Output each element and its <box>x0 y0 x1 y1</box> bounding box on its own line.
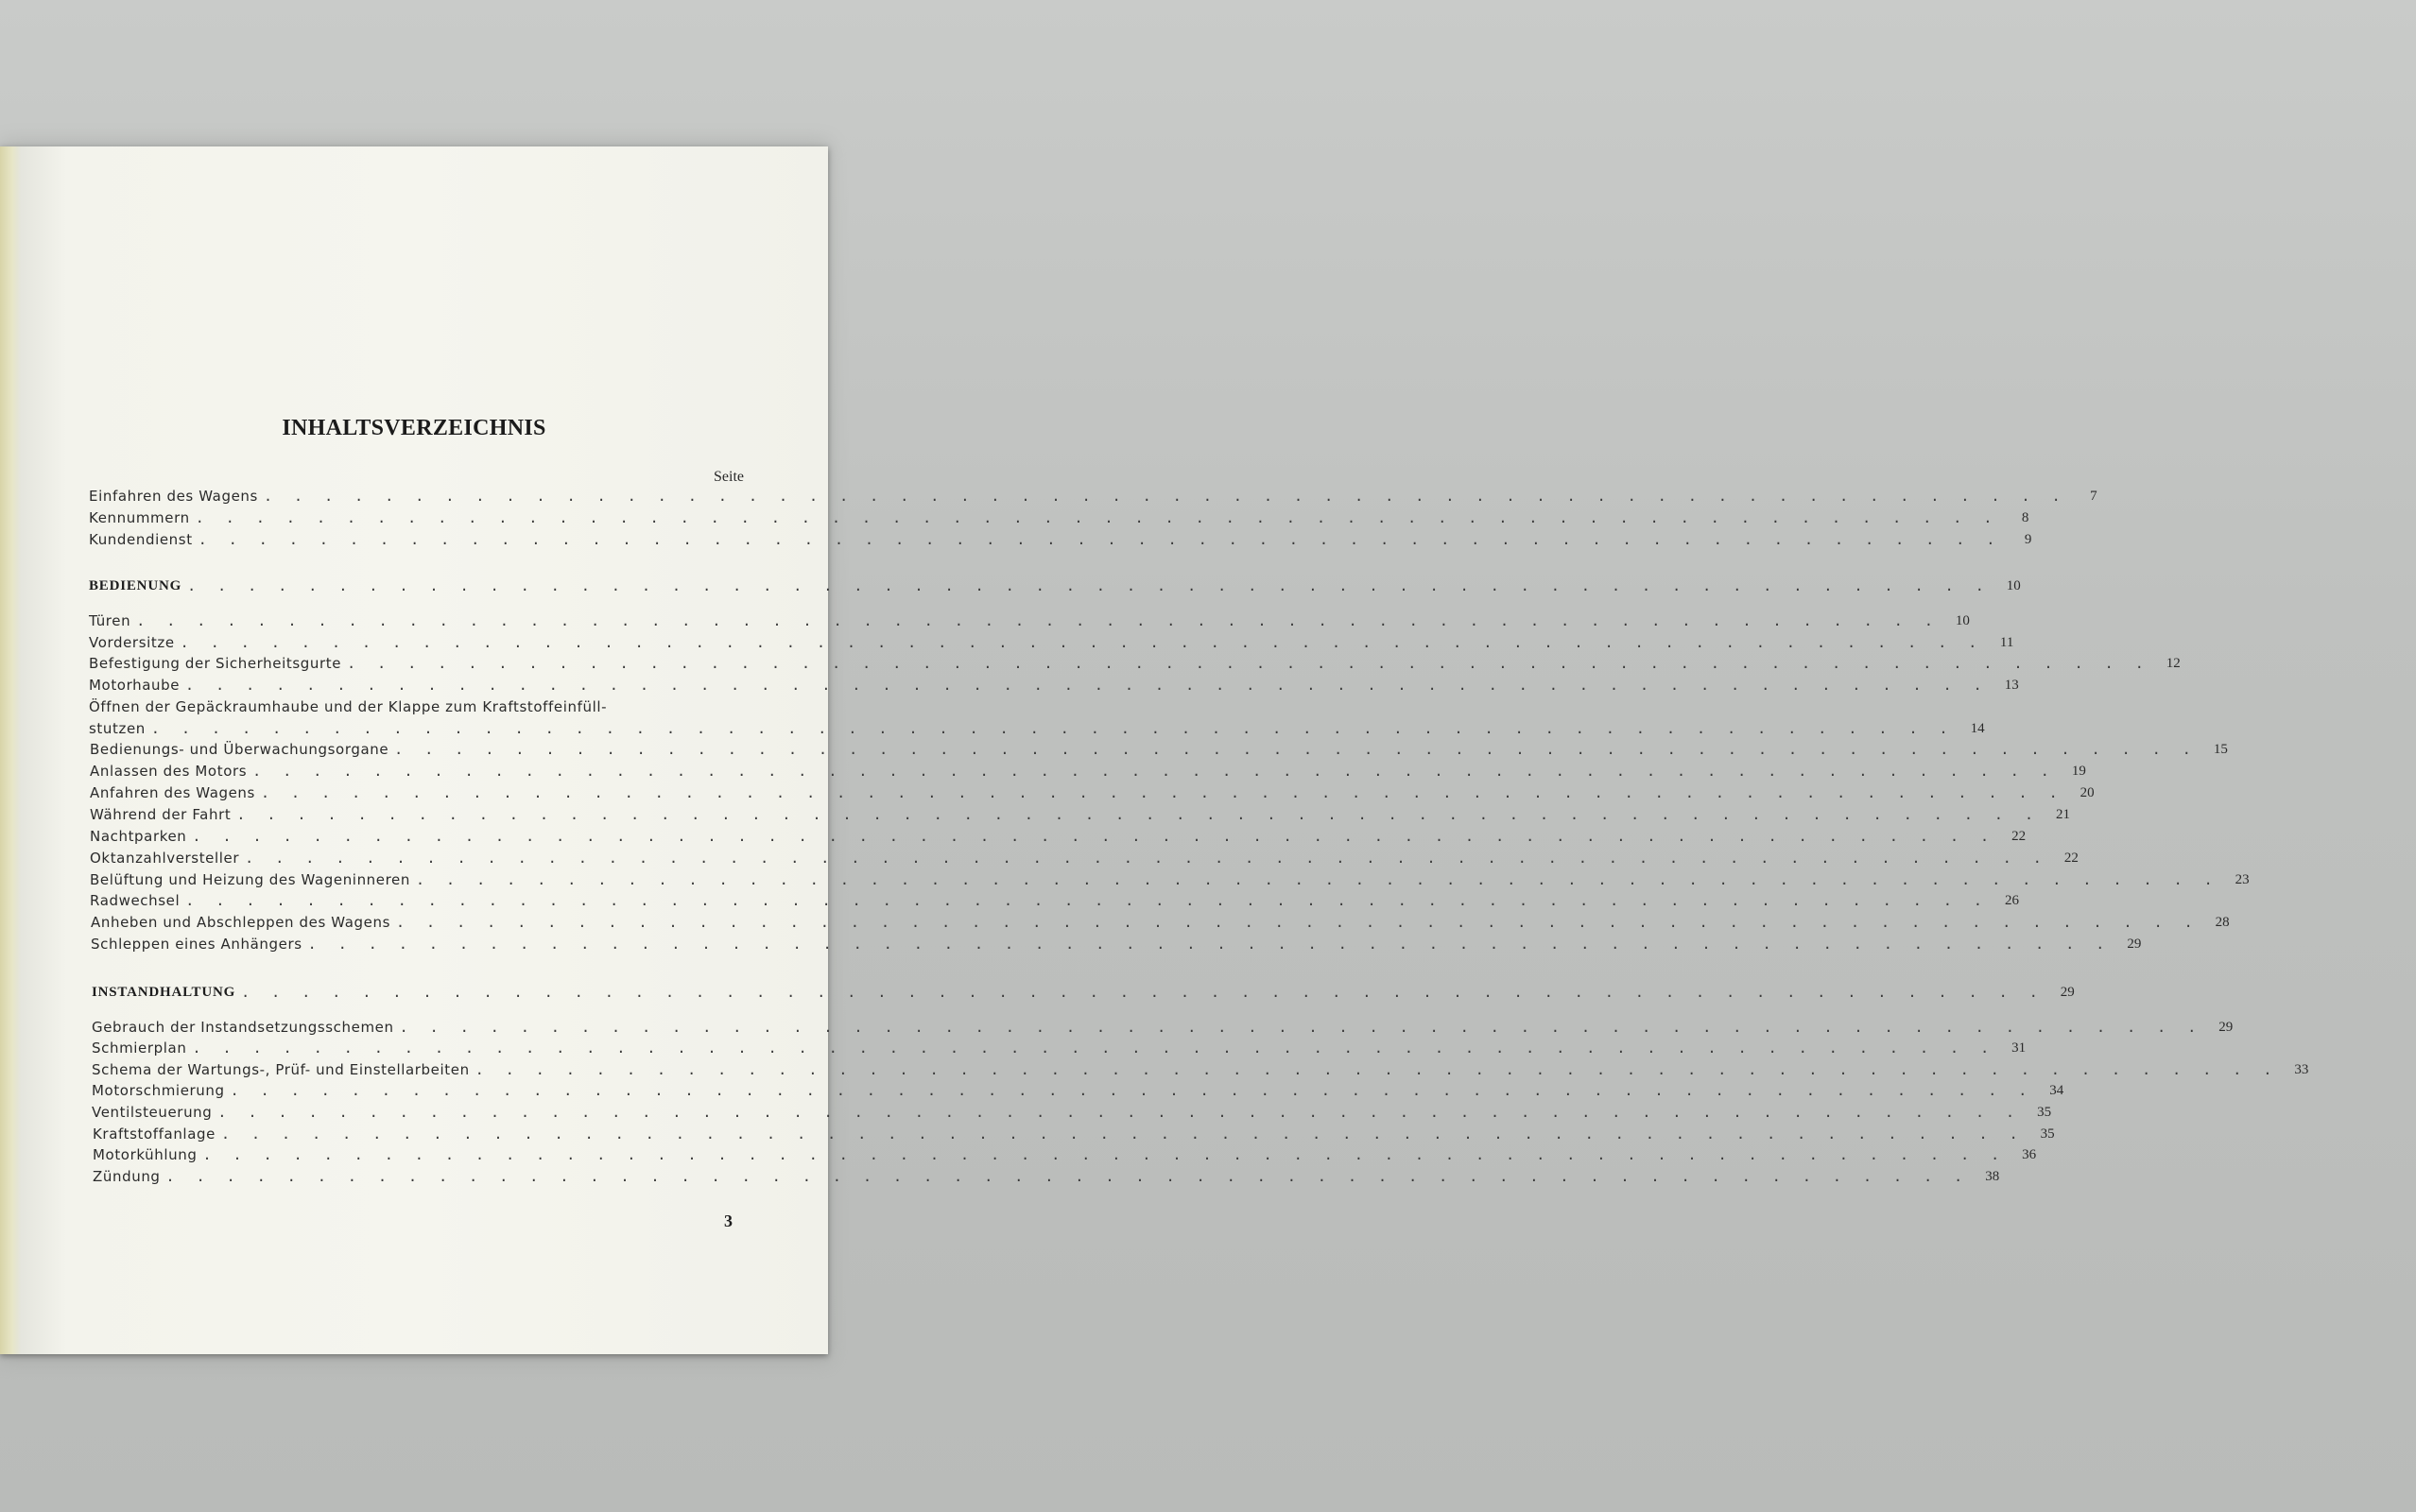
toc-entry-page: 10 <box>2006 578 2021 593</box>
page-column-header: Seite <box>714 469 744 485</box>
toc-entry-page: 26 <box>2004 893 2019 908</box>
toc-entry-page: 31 <box>2011 1040 2027 1056</box>
toc-entry-page: 35 <box>2037 1105 2052 1120</box>
dot-leader: . . . . . . . . . . . . . . . . . . . . . . . . . . . . . . . . . . . . . . . . . . . . . . . . . . . . . . . . . . . . <box>475 1061 2279 1078</box>
toc-entry-label: Anlassen des Motors <box>90 763 248 780</box>
toc-entry-label: Schmierplan <box>92 1040 187 1057</box>
toc-entry <box>93 1166 2000 1187</box>
toc-entry-page: 11 <box>1999 635 2014 650</box>
toc-entry-label: Radwechsel <box>90 892 181 909</box>
dot-leader: . . . . . . . . . . . . . . . . . . . . . . . . . . . . . . . . . . . . . . . . . . . . . . . . . . . . . . . . . . . . <box>396 914 2200 931</box>
toc-entry-label: Zündung <box>93 1168 161 1185</box>
toc-entry <box>89 718 1985 739</box>
toc-entry <box>90 739 2228 760</box>
toc-entry-page: 36 <box>2022 1147 2037 1162</box>
toc-entry-page: 34 <box>2049 1083 2064 1098</box>
toc-entry-label: Schema der Wartungs-, Prüf- und Einstellarbeiten <box>92 1061 470 1078</box>
toc-entry <box>93 1124 2055 1144</box>
toc-entry <box>90 826 2027 847</box>
toc-entry-page: 23 <box>2235 872 2250 887</box>
toc-entry-page: 29 <box>2218 1020 2234 1035</box>
toc-entry-label: Nachtparken <box>90 828 187 845</box>
dot-leader: . . . . . . . . . . . . . . . . . . . . . . . . . . . . . . . . . . . . . . . . . . . . . . . . . . . . . . . . . . . . <box>260 784 2064 801</box>
dot-leader: . . . . . . . . . . . . . . . . . . . . . . . . . . . . . . . . . . . . . . . . . . . . . . . . . . . . . . . . . . . . <box>202 1146 2007 1163</box>
dot-leader: . . . . . . . . . . . . . . . . . . . . . . . . . . . . . . . . . . . . . . . . . . . . . . . . . . . . . . . . . . . . <box>307 936 2112 953</box>
toc-entry-label: Gebrauch der Instandsetzungsschemen <box>92 1019 394 1036</box>
toc-entry <box>91 934 2142 954</box>
toc-entry-page: 35 <box>2040 1126 2055 1142</box>
toc-entry-label: Anheben und Abschleppen des Wagens <box>91 914 390 931</box>
toc-entry <box>89 696 747 717</box>
toc-entry <box>89 529 2032 550</box>
toc-entry <box>89 486 2097 507</box>
toc-entry-page: 22 <box>2011 829 2027 844</box>
toc-entry <box>92 1080 2064 1101</box>
toc-entry-page: 21 <box>2056 807 2070 822</box>
dot-leader: . . . . . . . . . . . . . . . . . . . . . . . . . . . . . . . . . . . . . . . . . . . . . . . . . . . . . . . . . . . . <box>185 892 1989 909</box>
toc-entry <box>91 912 2230 933</box>
dot-leader: . . . . . . . . . . . . . . . . . . . . . . . . . . . . . . . . . . . . . . . . . . . . . . . . . . . . . . . . . . . . <box>245 850 2048 867</box>
page-title: INHALTSVERZEICHNIS <box>282 416 546 440</box>
toc-entry-label: Bedienungs- und Überwachungsorgane <box>90 741 389 758</box>
toc-entry-label: Während der Fahrt <box>90 806 232 823</box>
toc-entry <box>90 782 2095 803</box>
dot-leader: . . . . . . . . . . . . . . . . . . . . . . . . . . . . . . . . . . . . . . . . . . . . . . . . . . . . . . . . . . . . <box>399 1019 2203 1036</box>
toc-entry-label: Anfahren des Wagens <box>90 784 255 801</box>
dot-leader: . . . . . . . . . . . . . . . . . . . . . . . . . . . . . . . . . . . . . . . . . . . . . . . . . . . . . . . . . . . . <box>241 984 2045 1001</box>
dot-leader: . . . . . . . . . . . . . . . . . . . . . . . . . . . . . . . . . . . . . . . . . . . . . . . . . . . . . . . . . . . . <box>150 720 1955 737</box>
toc-entry-page: 8 <box>2021 510 2029 525</box>
toc-entry <box>90 890 2019 911</box>
toc-entry <box>90 869 2250 890</box>
toc-entry-page: 12 <box>2166 656 2181 671</box>
dot-leader: . . . . . . . . . . . . . . . . . . . . . . . . . . . . . . . . . . . . . . . . . . . . . . . . . . . . . . . . . . . . <box>136 612 1940 629</box>
toc-entry <box>92 1017 2234 1038</box>
toc-entry <box>89 507 2029 528</box>
dot-leader: . . . . . . . . . . . . . . . . . . . . . . . . . . . . . . . . . . . . . . . . . . . . . . . . . . . . . . . . . . . . <box>198 531 2002 548</box>
toc-entry-page: 38 <box>1985 1169 2000 1184</box>
dot-leader: . . . . . . . . . . . . . . . . . . . . . . . . . . . . . . . . . . . . . . . . . . . . . . . . . . . . . . . . . . . . <box>185 677 1989 694</box>
dot-leader: . . . . . . . . . . . . . . . . . . . . . . . . . . . . . . . . . . . . . . . . . . . . . . . . . . . . . . . . . . . . <box>217 1104 2022 1121</box>
toc-entry <box>90 804 2070 825</box>
toc-entry-label: Belüftung und Heizung des Wageninneren <box>90 871 410 888</box>
toc-section-heading <box>92 982 2075 1003</box>
toc-entry-page: 9 <box>2024 532 2032 547</box>
toc-entry-label: BEDIENUNG <box>89 578 182 593</box>
toc-entry <box>90 761 2086 782</box>
toc-entry-page: 19 <box>2071 764 2086 779</box>
toc-section-heading <box>89 576 2021 596</box>
dot-leader: . . . . . . . . . . . . . . . . . . . . . . . . . . . . . . . . . . . . . . . . . . . . . . . . . . . . . . . . . . . . <box>252 763 2056 780</box>
dot-leader: . . . . . . . . . . . . . . . . . . . . . . . . . . . . . . . . . . . . . . . . . . . . . . . . . . . . . . . . . . . . <box>236 806 2040 823</box>
toc-entry-label: Motorschmierung <box>92 1082 225 1099</box>
toc-entry <box>93 1144 2037 1165</box>
toc-entry-label: Kraftstoffanlage <box>93 1125 216 1143</box>
toc-entry <box>89 675 2019 696</box>
dot-leader: . . . . . . . . . . . . . . . . . . . . . . . . . . . . . . . . . . . . . . . . . . . . . . . . . . . . . . . . . . . . <box>220 1125 2025 1143</box>
page-number: 3 <box>724 1211 733 1230</box>
toc-entry-label: Vordersitze <box>89 634 175 651</box>
dot-leader: . . . . . . . . . . . . . . . . . . . . . . . . . . . . . . . . . . . . . . . . . . . . . . . . . . . . . . . . . . . . <box>165 1168 1970 1185</box>
toc-entry-label: stutzen <box>89 720 146 737</box>
toc-entry-page: 13 <box>2004 678 2019 693</box>
dot-leader: . . . . . . . . . . . . . . . . . . . . . . . . . . . . . . . . . . . . . . . . . . . . . . . . . . . . . . . . . . . . <box>416 871 2219 888</box>
dot-leader: . . . . . . . . . . . . . . . . . . . . . . . . . . . . . . . . . . . . . . . . . . . . . . . . . . . . . . . . . . . . <box>180 634 1984 651</box>
toc-entry-page: 20 <box>2079 785 2095 800</box>
toc-entry-page: 33 <box>2294 1062 2309 1077</box>
dot-leader: . . . . . . . . . . . . . . . . . . . . . . . . . . . . . . . . . . . . . . . . . . . . . . . . . . . . . . . . . . . . <box>394 741 2198 758</box>
dot-leader: . . . . . . . . . . . . . . . . . . . . . . . . . . . . . . . . . . . . . . . . . . . . . . . . . . . . . . . . . . . . <box>192 1040 1996 1057</box>
toc-entry-label: Öffnen der Gepäckraumhaube und der Klappe zum Kraftstoffeinfüll- <box>89 698 608 715</box>
toc-entry-label: Oktanzahlversteller <box>90 850 240 867</box>
toc-entry <box>89 632 2014 653</box>
toc-entry-page: 22 <box>2063 850 2079 866</box>
toc-entry <box>92 1038 2027 1058</box>
dot-leader: . . . . . . . . . . . . . . . . . . . . . . . . . . . . . . . . . . . . . . . . . . . . . . . . . . . . . . . . . . . . <box>192 828 1996 845</box>
toc-entry-page: 28 <box>2215 915 2230 930</box>
dot-leader: . . . . . . . . . . . . . . . . . . . . . . . . . . . . . . . . . . . . . . . . . . . . . . . . . . . . . . . . . . . . <box>230 1082 2034 1099</box>
dot-leader: . . . . . . . . . . . . . . . . . . . . . . . . . . . . . . . . . . . . . . . . . . . . . . . . . . . . . . . . . . . . <box>195 509 1999 526</box>
toc-entry <box>92 1102 2052 1123</box>
toc-entry-label: Kundendienst <box>89 531 193 548</box>
toc-entry <box>89 653 2181 674</box>
toc-entry-label: Kennummern <box>89 509 190 526</box>
toc-entry-page: 10 <box>1955 613 1970 628</box>
toc-entry <box>90 848 2079 868</box>
dot-leader: . . . . . . . . . . . . . . . . . . . . . . . . . . . . . . . . . . . . . . . . . . . . . . . . . . . . . . . . . . . . <box>187 577 1991 594</box>
toc-entry <box>92 1059 2309 1080</box>
toc-entry-label: Schleppen eines Anhängers <box>91 936 302 953</box>
toc-entry <box>89 610 1970 631</box>
toc-entry-page: 14 <box>1970 721 1985 736</box>
toc-entry-page: 7 <box>2090 489 2097 504</box>
toc-entry-label: Einfahren des Wagens <box>89 488 258 505</box>
toc-entry-label: Motorkühlung <box>93 1146 198 1163</box>
toc-entry-label: Ventilsteuerung <box>92 1104 213 1121</box>
toc-entry-page: 29 <box>2060 985 2075 1000</box>
dot-leader: . . . . . . . . . . . . . . . . . . . . . . . . . . . . . . . . . . . . . . . . . . . . . . . . . . . . . . . . . . . . <box>263 488 2067 505</box>
toc-entry-label: Motorhaube <box>89 677 181 694</box>
toc-entry-page: 29 <box>2127 936 2142 952</box>
toc-entry-label: Befestigung der Sicherheitsgurte <box>89 655 342 672</box>
toc-entry-page: 15 <box>2213 742 2228 757</box>
toc-entry-label: Türen <box>89 612 131 629</box>
dot-leader: . . . . . . . . . . . . . . . . . . . . . . . . . . . . . . . . . . . . . . . . . . . . . . . . . . . . . . . . . . . . <box>347 655 2150 672</box>
toc-entry-label: INSTANDHALTUNG <box>92 985 236 1000</box>
